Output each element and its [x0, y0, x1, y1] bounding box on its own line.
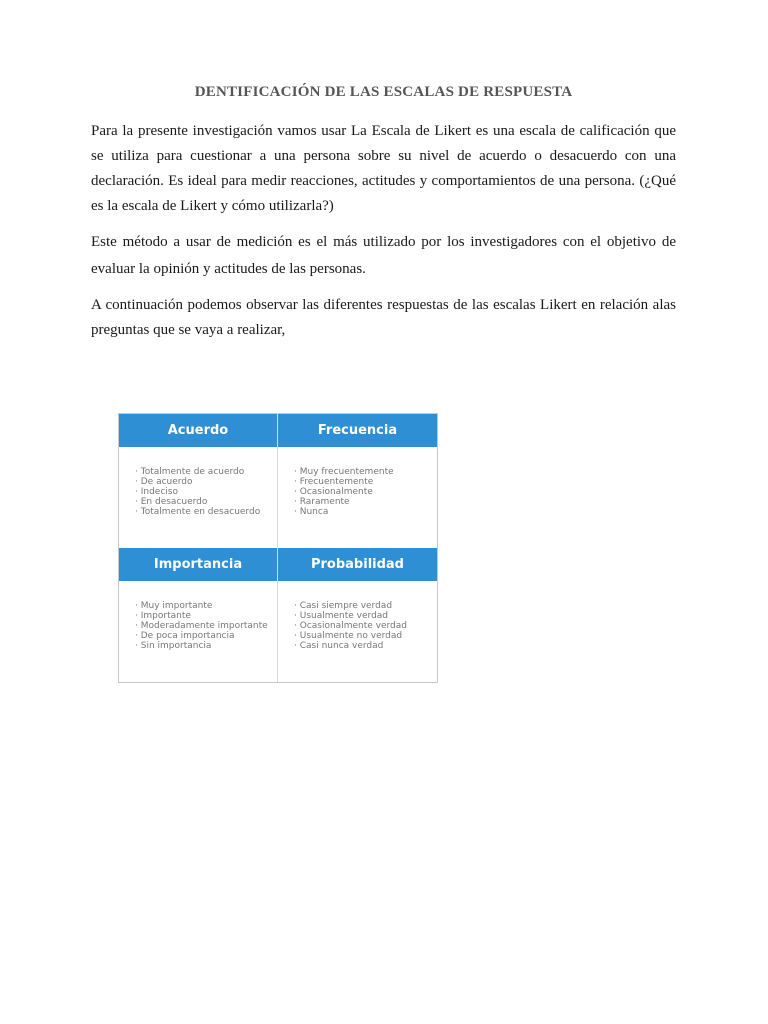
scale-option: · Sin importancia [135, 641, 277, 651]
paragraph-method: Este método a usar de medición es el más utilizado por los investigadores con el objetivo de evaluar la opinión y actitudes de las personas. [91, 234, 676, 277]
scale-option: · Casi nunca verdad [294, 641, 437, 651]
scale-option: · De acuerdo [135, 477, 277, 487]
scale-option: · Nunca [294, 507, 437, 517]
scale-option: · Muy importante [135, 601, 277, 611]
scale-header: Frecuencia [278, 414, 437, 447]
scale-option: · Totalmente de acuerdo [135, 467, 277, 477]
scale-option: · Totalmente en desacuerdo [135, 507, 277, 517]
scale-options-list [119, 447, 277, 517]
document-title: DENTIFICACIÓN DE LAS ESCALAS DE RESPUESTA [194, 84, 573, 100]
scale-option: · Usualmente no verdad [294, 631, 437, 641]
scale-options-list [278, 447, 437, 517]
scale-option: · Usualmente verdad [294, 611, 437, 621]
paragraph-likert-intro: Para la presente investigación vamos usar La Escala de Likert es una escala de calificación que se utiliza para cuestionar a una persona sobre su nivel de acuerdo o desacuerdo con una declaración. Es ideal para medir reacciones, actitudes y comportamientos de una persona. (¿Qué es la escala de Likert y cómo utilizarla?) [91, 123, 676, 214]
scale-header: Importancia [119, 548, 277, 581]
scale-option: · Casi siempre verdad [294, 601, 437, 611]
scale-option: · Moderadamente importante [135, 621, 277, 631]
scale-option: · Ocasionalmente [294, 487, 437, 497]
scale-cell-acuerdo [119, 414, 278, 548]
scale-cell-importancia [119, 548, 278, 682]
scale-header: Probabilidad [278, 548, 437, 581]
scale-cell-frecuencia [278, 414, 437, 548]
scale-header: Acuerdo [119, 414, 277, 447]
scale-option: · Muy frecuentemente [294, 467, 437, 477]
scale-options-list [278, 581, 437, 651]
likert-scales-figure [118, 413, 438, 683]
scale-option: · En desacuerdo [135, 497, 277, 507]
scale-cell-probabilidad [278, 548, 437, 682]
scale-option: · Raramente [294, 497, 437, 507]
paragraph-continuation: A continuación podemos observar las diferentes respuestas de las escalas Likert en relación alas preguntas que se vaya a realizar, [91, 297, 676, 338]
scale-option: · Importante [135, 611, 277, 621]
scale-option: · De poca importancia [135, 631, 277, 641]
scale-option: · Frecuentemente [294, 477, 437, 487]
document-page [91, 84, 676, 353]
scale-options-list [119, 581, 277, 651]
scale-option: · Indeciso [135, 487, 277, 497]
scale-option: · Ocasionalmente verdad [294, 621, 437, 631]
